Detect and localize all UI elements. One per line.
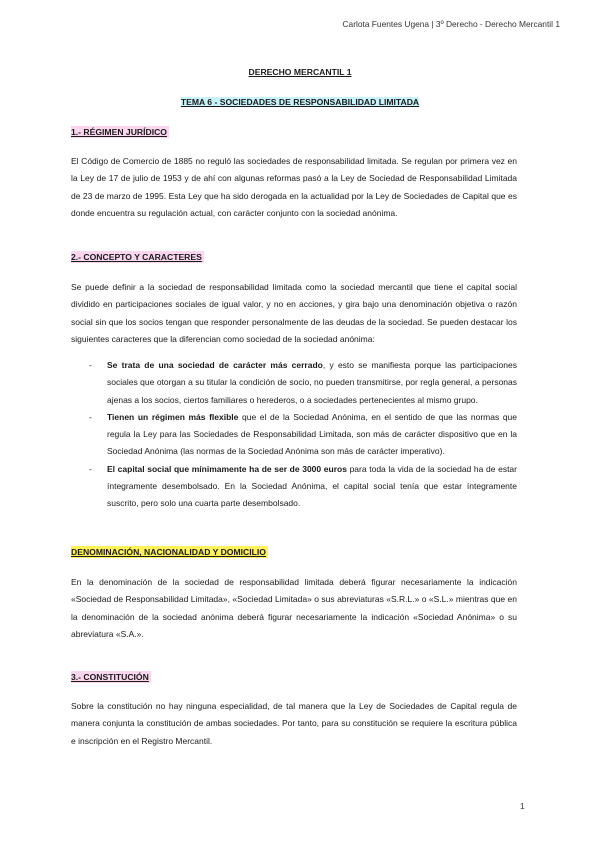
list-item-text: , y esto se manifiesta porque las participaciones sociales que otorgan a su titular la condición de socio, no pueden transmitirse, por regla general, a personas ajenas a los socios, ciertos familiares o herederos, o a sociedades pertenecientes al mismo grupo. [107, 360, 517, 405]
section-heading-concepto: 2.- CONCEPTO Y CARACTERES [71, 252, 202, 262]
list-item-bold: Tienen un régimen más flexible [107, 411, 239, 422]
list-item [71, 357, 517, 409]
list-item-bold: Se trata de una sociedad de carácter más cerrado [107, 360, 323, 370]
paragraph-regimen: El Código de Comercio de 1885 no reguló las sociedades de responsabilidad limitada. Se regulan por primera vez en la Ley de 17 de julio de 1953 y de ahí con algunas reformas pasó a la Ley de Sociedad de Responsabilidad Limitada de 23 de marzo de 1995. Esta Ley que ha sido derogada en la actualidad por la Ley de Sociedades de Capital que es donde encuentra su regulación actual, con carácter conjunto con la sociedad anónima. [71, 156, 517, 218]
paragraph-denominacion: En la denominación de la sociedad de responsabilidad limitada deberá figurar necesariamente la indicación «Sociedad de Responsabilidad Limitada», «Sociedad Limitada» o sus abreviaturas «S.R.L.» o «S.L.» mientras que en la denominación de la sociedad anónima deberá figurar necesariamente la indicación «Sociedad Anónima» o su abreviatura «S.A.». [71, 577, 517, 639]
paragraph-concepto: Se puede definir a la sociedad de responsabilidad limitada como la sociedad mercantil que tiene el capital social dividido en participaciones sociales de igual valor, y no en acciones, y gira bajo una denominación objetiva o razón social sin que los socios tengan que responder personalmente de las deudas de la sociedad. Se pueden destacar los siguientes caracteres que la diferencian como sociedad de la sociedad anónima: [71, 282, 517, 344]
document-title [0, 67, 600, 77]
running-header: Carlota Fuentes Ugena | 3º Derecho - Derecho Mercantil 1 [342, 19, 560, 29]
characteristics-list [71, 357, 517, 513]
paragraph-constitucion: Sobre la constitución no hay ninguna especialidad, de tal manera que la Ley de Sociedades de Capital regula de manera conjunta la constitución de ambas sociedades. Por tanto, para su constitución se requiere la escritura pública e inscripción en el Registro Mercantil. [71, 701, 517, 746]
dash-bullet-icon: - [89, 360, 92, 370]
section-heading-denominacion: DENOMINACIÓN, NACIONALIDAD Y DOMICILIO [71, 547, 266, 557]
document-subtitle-text: TEMA 6 - SOCIEDADES DE RESPONSABILIDAD LIMITADA [180, 97, 420, 107]
list-item [71, 461, 517, 513]
document-title-text: DERECHO MERCANTIL 1 [248, 67, 352, 77]
section-heading-constitucion: 3.- CONSTITUCIÓN [71, 672, 149, 682]
list-item [71, 409, 517, 461]
dash-bullet-icon: - [89, 411, 92, 422]
page-number: 1 [520, 801, 525, 811]
list-item-bold: El capital social que mínimamente ha de ser de 3000 euros [107, 463, 347, 474]
document-subtitle [0, 97, 600, 107]
list-item-text: para toda la vida de la sociedad ha de estar íntegramente desembolsado. En la Sociedad Anónima, el capital social tenía que estar íntegramente suscrito, pero solo una cuarta parte desembolsado. [107, 463, 517, 509]
list-item-text: que el de la Sociedad Anónima, en el sentido de que las normas que regula la Ley para las Sociedades de Responsabilidad Limitada, son más de carácter dispositivo que en la Sociedad Anónima (las normas de la Sociedad Anónima son más de carácter imperativo). [107, 411, 518, 457]
section-heading-regimen: 1.- RÉGIMEN JURÍDICO [71, 127, 167, 137]
dash-bullet-icon: - [89, 463, 92, 474]
